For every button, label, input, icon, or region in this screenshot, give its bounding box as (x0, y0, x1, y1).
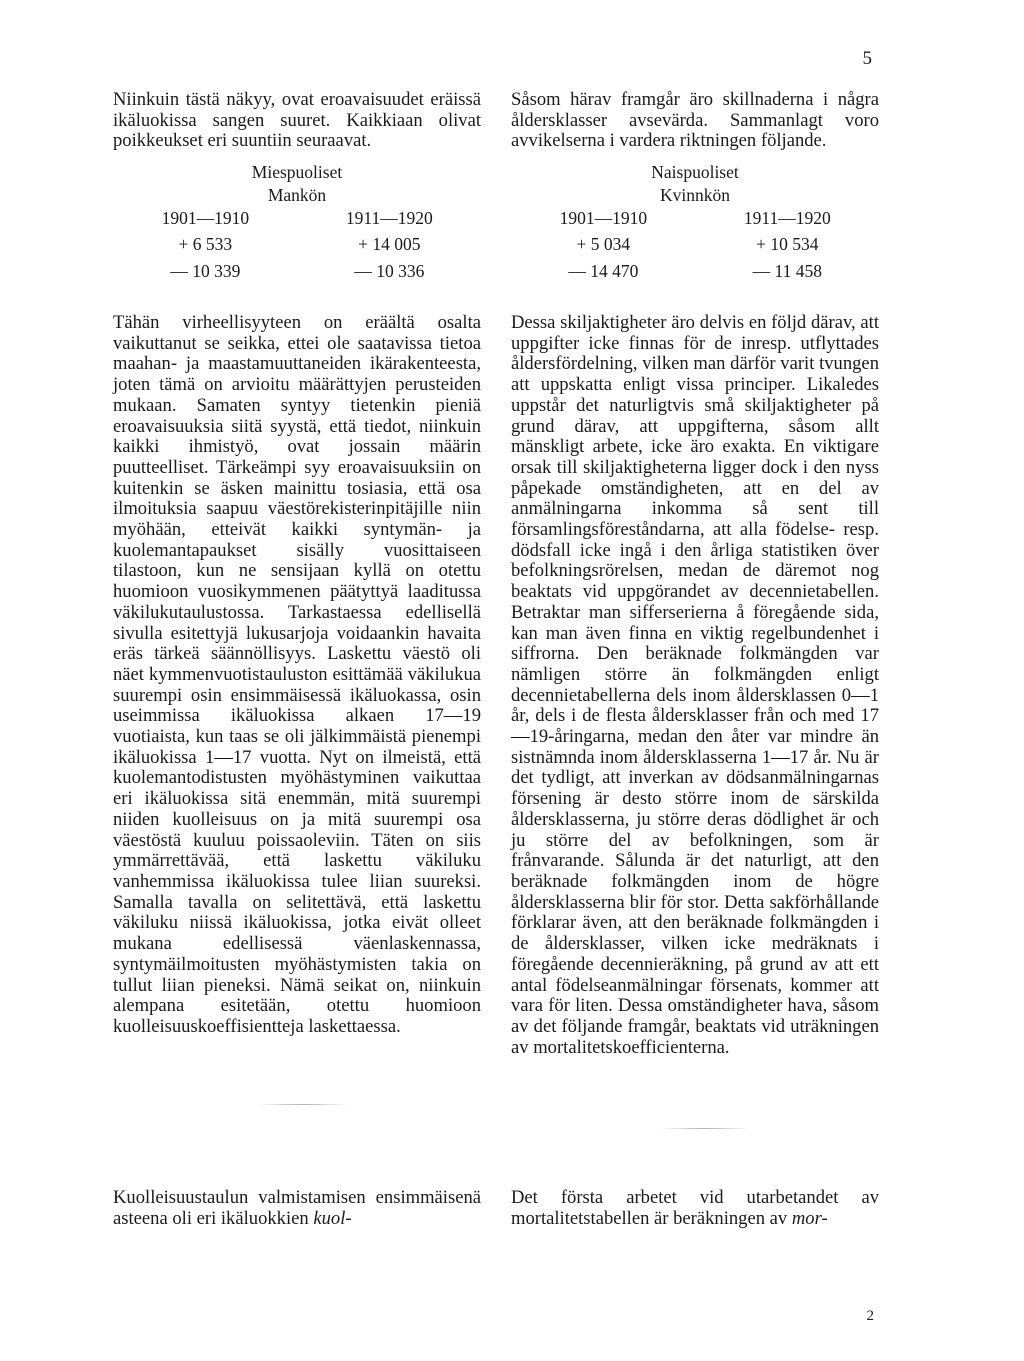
right-table-subtitle: Kvinnkön (660, 184, 730, 205)
left-column-bottom (113, 1188, 481, 1229)
left-column-body (113, 313, 481, 1038)
right-table-cell: + 10 534 (756, 234, 819, 255)
left-column-top (113, 90, 481, 288)
left-table-cell: — 10 339 (170, 260, 241, 281)
left-table-subtitle: Mankön (267, 184, 327, 205)
right-body-paragraph: Dessa skiljaktigheter äro delvis en följd därav, att uppgifter icke finnas för de inresp. utflyttades åldersfördelning, vilken man därför varit tvungen att uppskatta enligt vissa principer. Likaledes uppstår det naturligtvis små skiljaktigheter på grund därav, att uppgifterna, såsom allt mänskligt arbete, icke äro exakta. En viktigare orsak till skiljaktigheterna ligger dock i den nyss påpekade omständigheten, att en del av anmälningarna inkomma så sent till församlingsföreståndarna, att alla födelse- resp. dödsfall icke ingå i den årliga statistiken över befolkningsrörelsen, medan de däremot nog beaktats vid uppgörandet av decennietabellen. Betraktar man sifferserierna å föregående sida, kan man även finna en viktig regelbundenhet i siffrorna. Den beräknade folkmängden var nämligen större än folkmängden enligt decennietabellerna dels inom åldersklassen 0—1 år, dels i de flesta åldersklasser från och med 17—19-åringarna, medan den åter var mindre än sistnämnda inom åldersklasserna 1—17 år. Nu är det tydligt, att inverkan av dödsanmälningarnas försening är desto större inom de särskilda åldersklasserna, ju större deras dödlighet är och ju större del av befolkningen, som är frånvarande. Sålunda är det naturligt, att den beräknade folkmängden inom de högre åldersklasserna blir för stor. Detta sakförhållande förklarar även, att den beräknade folkmängden i de åldersklasser, vilken icke medräknats i föregående decennieräkning, på grund av att ett antal födelseanmälningar försenats, kommer att vara för liten. Dessa omständigheter hava, såsom av det följande framgår, beaktats vid uträkningen av mortalitetskoefficienterna. (511, 312, 879, 1058)
left-table-title: Miespuoliset (251, 162, 343, 183)
left-stats-table (113, 162, 481, 288)
right-column-bottom (511, 1188, 879, 1229)
left-table-col1-header: 1901—1910 (161, 207, 250, 228)
right-bottom-italic-word: mor- (791, 1207, 828, 1229)
left-bottom-italic-word: kuol- (313, 1207, 352, 1229)
right-table-cell: + 5 034 (576, 234, 631, 255)
right-column-body (511, 313, 879, 1058)
right-bottom-text: Det första arbetet vid utarbetandet av mortalitetstabellen är beräkningen av (511, 1187, 879, 1229)
right-table-col2-header: 1911—1920 (743, 207, 831, 228)
page-number: 5 (862, 48, 872, 69)
right-table-cell: — 14 470 (568, 260, 639, 281)
signature-mark: 2 (866, 1308, 874, 1324)
right-table-col1-header: 1901—1910 (559, 207, 648, 228)
right-table-title: Naispuoliset (651, 162, 739, 183)
right-intro-paragraph: Såsom härav framgår äro skillnaderna i några åldersklasser avsevärda. Sammanlagt voro avvikelserna i vardera riktningen följande. (511, 89, 879, 152)
left-table-col2-header: 1911—1920 (345, 207, 433, 228)
left-bottom-paragraph (113, 1188, 481, 1229)
left-table-cell: + 6 533 (178, 234, 233, 255)
left-intro-paragraph: Niinkuin tästä näkyy, ovat eroavaisuudet eräissä ikäluokissa sangen suuret. Kaikkiaan olivat poikkeukset eri suuntiin seuraavat. (113, 89, 481, 152)
right-bottom-paragraph (511, 1188, 879, 1229)
left-column-divider (258, 1104, 348, 1105)
left-bottom-text: Kuolleisuustaulun valmistamisen ensimmäisenä asteena oli eri ikäluokkien (113, 1187, 481, 1229)
right-column-divider (660, 1128, 750, 1129)
right-stats-table (511, 162, 879, 288)
left-body-paragraph: Tähän virheellisyyteen on eräältä osalta vaikuttanut se seikka, ettei ole saatavissa tietoa maahan- ja maastamuuttaneiden ikärakenteesta, joten tämä on arvioitu määrättyjen perusteiden mukaan. Samaten syntyy tietenkin pieniä eroavaisuuksia siitä syystä, että tiedot, niinkuin kaikki ihmistyö, ovat jossain määrin puutteelliset. Tärkeämpi syy eroavaisuuksiin on kuitenkin se äsken mainittu tosiasia, että osa ilmoituksia saapuu väestörekisterinpitäjille niin myöhään, etteivät kaikki syntymän- ja kuolemantapaukset sisälly vuosittaiseen tilastoon, kun ne sensijaan kyllä on otettu huomioon vuosikymmenen päätyttyä laaditussa väkilukutaulustossa. Tarkastaessa edellisellä sivulla esitettyjä lukusarjoja voidaankin havaita eräs tärkeä säännöllisyys. Laskettu väestö oli näet kymmenvuotistauluston esittämää väkilukua suurempi osin ensimmäisessä ikäluokassa, osin useimmissa ikäluokissa alkaen 17—19 vuotiaista, kun taas se oli jälkimmäistä pienempi ikäluokissa 1—17 vuotta. Nyt on ilmeistä, että kuolemantodistusten myöhästyminen vaikuttaa eri ikäluokissa sitä enemmän, mitä suurempi niiden kuolleisuus on ja mitä suurempi osa väestöstä kuuluu poissaoleviin. Täten on siis ymmärrettävää, että laskettu väkiluku vanhemmissa ikäluokissa tulee liian suureksi. Samalla tavalla on selitettävä, että laskettu väkiluku niissä ikäluokissa, jotka eivät olleet mukana edellisessä väenlaskennassa, syntymäilmoitusten myöhästymisten takia on tullut liian pieneksi. Nämä seikat on, niinkuin alempana esitetään, otettu huomioon kuolleisuuskoeffisientteja laskettaessa. (113, 312, 481, 1037)
right-column-top (511, 90, 879, 288)
left-table-cell: — 10 336 (354, 260, 425, 281)
left-table-cell: + 14 005 (358, 234, 421, 255)
right-table-cell: — 11 458 (752, 260, 823, 281)
